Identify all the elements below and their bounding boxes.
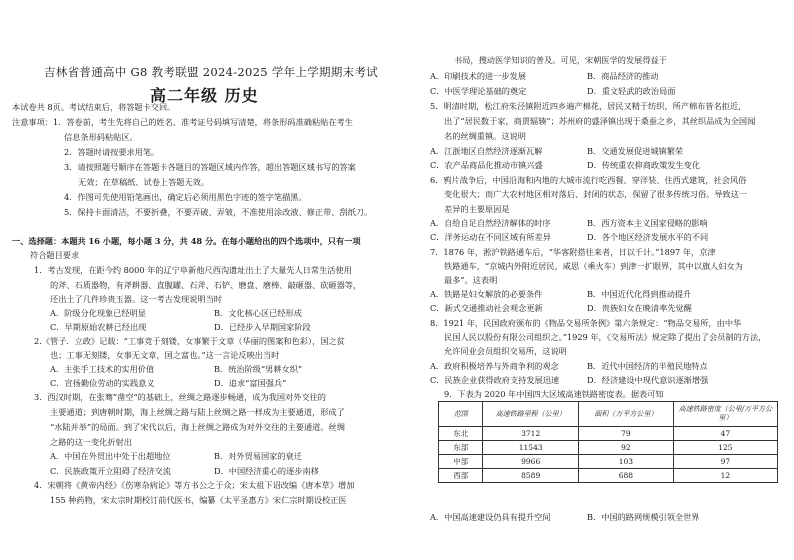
option: C．中医学理论基础的奠定	[430, 86, 527, 96]
question-line: 变化很大；而广大农村地区相对落后、封闭的状态，保留了很多传统习俗。导致这一	[444, 189, 747, 199]
question-line: 名的丝绸重镇。这说明	[444, 131, 526, 141]
table-cell: 97	[673, 455, 777, 469]
question-line: 差异的主要原因是	[444, 204, 510, 214]
option: A．主张手工技术的实用价值	[50, 364, 155, 374]
table-cell: 688	[578, 469, 673, 483]
question-line: 7．1876 年，淞沪铁路通车后，“华客附搭往来者，日以千计。”1897 年，京津	[430, 247, 716, 257]
notice-item: 3．请按照题号顺序在答题卡各题目的答题区域内作答，超出答题区域书写的答案	[64, 162, 356, 172]
option: B．对外贸易国家的衰迁	[214, 451, 302, 461]
table-cell: 西部	[439, 469, 483, 483]
option: C．洋务运动在不同区域有所差异	[430, 232, 551, 242]
table-header-cell: 范围	[439, 402, 483, 427]
option: D．中国经济重心的逐步南移	[214, 466, 319, 476]
table-cell: 8589	[483, 469, 579, 483]
notice-item: 5．保持卡面清洁，不要折叠，不要弄破、弄皱，不准使用涂改液、修正带、刮纸刀。	[64, 207, 373, 217]
notice-item: 注意事项：1．答卷前，考生先将自己的姓名、准考证号码填写清楚，将条形码准确粘贴在考生	[12, 117, 353, 127]
option: A．印刷技术的进一步发展	[430, 71, 526, 81]
question-line: 5．明清时期，松江府朱泾镇附近四乡遍产棉花，居民又精于纺织，所产棉布皆名拒近，	[430, 101, 747, 111]
question-line: 9．下表为 2020 年中国四大区域高速铁路密度表。据表可知	[444, 389, 664, 399]
question-line: 2.《管子．立政》记载：“工事竞于刻镂，女事繁于文章（华丽的图案和色彩），国之贫	[34, 336, 345, 346]
option: A．中国在外贸出中处于出超地位	[50, 451, 171, 461]
table-header-row	[439, 402, 778, 427]
table-cell: 中部	[439, 455, 483, 469]
option: C．民族企业获得政府支持发展迅速	[430, 375, 560, 385]
option: C．早期原始农耕已经出现	[50, 322, 147, 332]
table-cell: 125	[673, 441, 777, 455]
option: B．中国近代化得到推动提升	[587, 289, 692, 299]
question-line: “水陆并举”的局面。到了宋代以后，海上丝绸之路成为对外交往的主要通道。丝绸	[50, 422, 345, 432]
option: D．贵族妇女在晚清率先觉醒	[587, 303, 692, 313]
option: B．商品经济的推动	[587, 71, 659, 81]
table-cell: 东部	[439, 441, 483, 455]
question-line: 书局，搜动医学知识的普及。可见，宋朝医学的发展得益于	[454, 55, 667, 65]
option: A．中国高速建设仍具有提升空间	[430, 512, 551, 522]
option: A．铁路是妇女解放的必要条件	[430, 289, 543, 299]
notice-item: 4．作图可先使用铅笔画出，确定后必须用黑色字迹的签字笔描黑。	[64, 192, 307, 202]
table-cell: 3712	[483, 427, 579, 441]
table-cell: 东北	[439, 427, 483, 441]
question-line: 4．宋朝将《黄帝内经》《伤寒杂病论》等方书公之于众；宋太祖下诏改编《唐本草》增加	[34, 480, 355, 490]
table-cell: 12	[673, 469, 777, 483]
question-line: 主要通道；到唐朝时期，海上丝绸之路与陆上丝绸之路一样成为主要通道，形成了	[50, 407, 345, 417]
table-row	[439, 441, 778, 455]
option: A．政府积极培养与外商争利的观念	[430, 361, 559, 371]
option: B．交通发展促进城镇繁荣	[587, 146, 684, 156]
question-line: 铁路通车，“京城内外附近居民，咸思（乘火车）到津一扩眼界，其中以旗人妇女为	[444, 261, 743, 271]
option: A．阶级分化现象已经明显	[50, 308, 146, 318]
option: C．新式交通推动社会观念更新	[430, 303, 543, 313]
question-line: 155 种药物，宋太宗时期校订前代医书，编纂《太平圣惠方》宋仁宗时期设校正医	[50, 495, 347, 505]
option: D．传统重农抑商政策发生变化	[587, 160, 701, 170]
question-line: 出了“居民数于家，商贾辐辏”；苏州府的盛泽镇出现于桑蚕之乡，其丝织品成为全国闻	[444, 116, 756, 126]
question-line: 最多”。这表明	[444, 275, 498, 285]
option: D．经济建设中现代意识逐渐增强	[587, 375, 709, 385]
table-cell: 47	[673, 427, 777, 441]
option: A．自给自足自然经济解体的时序	[430, 218, 551, 228]
question-line: 的斧、石质器物，有斧耕器、直腹罐、石斧、石铲、磨盘、磨棒、敲砸器、砍砸器等，	[50, 280, 362, 290]
question-line: 之路的这一变化折射出	[50, 437, 132, 447]
table-row	[439, 469, 778, 483]
option: C．农产品商品化推动市镇兴盛	[430, 160, 543, 170]
exam-subtitle: 高二年级 历史	[150, 86, 259, 105]
question-line: 还出土了几件珍贵玉器。这一考古发现说明当时	[50, 294, 222, 304]
table-cell: 11543	[483, 441, 579, 455]
option: D．已经步入早期国家阶段	[214, 322, 311, 332]
option: D．追求“富国强兵”	[214, 378, 287, 388]
question-line: 1．考古发现，在距今约 8000 年的辽宁阜新他尺西沟遗址出土了大量先人日常生活使用	[34, 265, 352, 275]
table-cell: 103	[578, 455, 673, 469]
option: B．西方资本主义国家侵略的影响	[587, 218, 708, 228]
question-line: 也；工事无刻镂，女事无文章，国之富也。”这一言论反映出当时	[50, 350, 280, 360]
exam-title: 吉林省普通高中 G8 教考联盟 2024-2025 学年上学期期末考试	[44, 65, 379, 79]
option: C．民族政策开立阻碍了经济交流	[50, 466, 171, 476]
option: D．重文轻武的政治局面	[587, 86, 676, 96]
option: A．江浙地区自然经济逐渐瓦解	[430, 146, 543, 156]
notice-intro: 本试卷共 8页。考试结束后，将答题卡交回。	[12, 102, 176, 112]
option: B．近代中国经济的半殖民地特点	[587, 361, 708, 371]
notice-item: 2．答题时请按要求用笔。	[64, 147, 160, 157]
notice-item: 无效；在草稿纸、试卷上答题无效。	[78, 177, 210, 187]
option: B．统治阶级“男耕女织”	[214, 364, 303, 374]
option: D．各个地区经济发展水平的不同	[587, 232, 709, 242]
option: B．中国的路网规模引领全世界	[587, 512, 700, 522]
option: C．宣扬勤俭劳动的实践意义	[50, 378, 155, 388]
question-line: 3．西汉时期，在张骞“凿空”的基础上，丝绸之路逐步畅通，成为我国对外交往的	[34, 392, 326, 402]
table-header-cell: 面积（万平方公里）	[578, 402, 673, 427]
section-heading: 一、选择题：本题共 16 小题，每小题 3 分，共 48 分。在每小题给出的四个选项中，只有一项	[12, 236, 361, 246]
table-row	[439, 427, 778, 441]
notice-item: 信息条形码粘贴区。	[64, 132, 138, 142]
table-header-cell: 高速铁路密度（公里/万平方公里）	[673, 402, 777, 427]
question-line: 8．1921 年，民国政府颁布的《物品交易所条例》第六条规定：“物品交易所，由中华	[430, 318, 742, 328]
question-line: 民国人民以股份有限公司组织之。”1929 年，《交易所法》规定除了提出了会员制的方法，	[444, 332, 767, 342]
table-cell: 92	[578, 441, 673, 455]
table-header-cell: 高速铁路里程（公里）	[483, 402, 579, 427]
question-line: 允许同业会员组织交易所，这说明	[444, 346, 567, 356]
section-heading-cont: 符合题目要求	[30, 250, 80, 260]
table-cell: 79	[578, 427, 673, 441]
rail-density-table	[438, 401, 778, 483]
table-cell: 9966	[483, 455, 579, 469]
table-row	[439, 455, 778, 469]
option: B．文化核心区已经形成	[214, 308, 302, 318]
question-line: 6．鸦片战争后，中国沿海和内地的大城市流行吃西餐、穿洋装、住西式建筑，社会风俗	[430, 175, 747, 185]
